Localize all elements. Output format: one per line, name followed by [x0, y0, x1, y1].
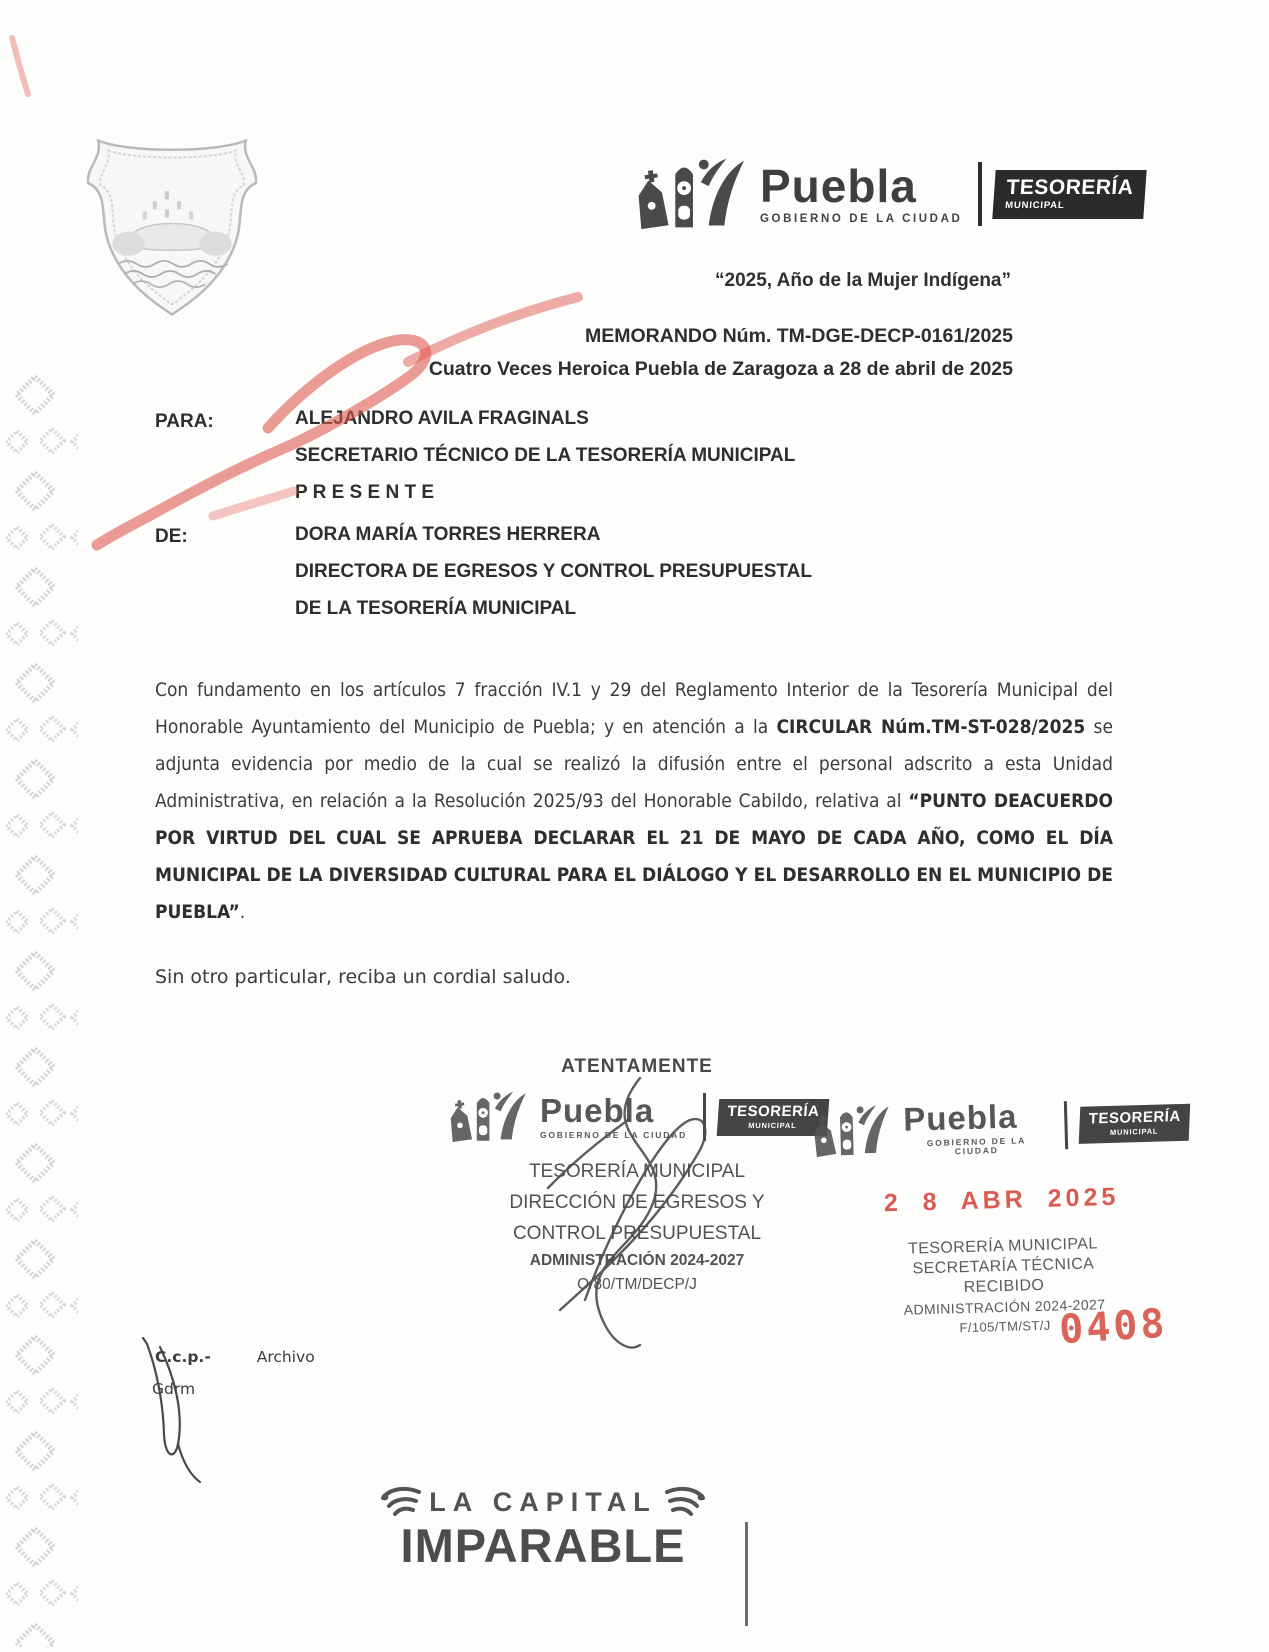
puebla-wordmark: Puebla	[539, 1092, 655, 1130]
tesoreria-label: TESORERÍA	[1006, 175, 1135, 199]
gobierno-subtitle: GOBIERNO DE LA CIUDAD	[760, 212, 963, 225]
ccp-value: Archivo	[256, 1348, 315, 1366]
folio-number-stamp: 0408	[1057, 1300, 1169, 1354]
year-tagline: “2025, Año de la Mujer Indígena”	[715, 270, 1011, 291]
right-stamp-line3: RECIBIDO	[963, 1276, 1045, 1297]
left-stamp-line2: DIRECCIÓN DE EGRESOS Y	[509, 1192, 765, 1213]
left-stamp-line3: CONTROL PRESUPUESTAL	[512, 1223, 762, 1244]
tesoreria-box	[1079, 1103, 1191, 1143]
puebla-wordmark: Puebla	[902, 1097, 1018, 1138]
capital-top-text: LA CAPITAL	[429, 1486, 657, 1517]
salutation: ATENTAMENTE	[561, 1056, 713, 1077]
body-text: Con fundamento en los artículos 7 fracción IV.1 y 29 del Reglamento Interior de la Tesorería Municipal del Honorable Ayuntamiento del Municipio de Puebla; y en atención a la	[155, 679, 1113, 738]
gobierno-subtitle: GOBIERNO DE LA CIUDAD	[539, 1130, 688, 1141]
ccp-line	[155, 1348, 315, 1366]
right-stamp-line1: TESORERÍA MUNICIPAL	[907, 1235, 1098, 1258]
left-stamp-logo	[438, 1084, 836, 1150]
puebla-coat-of-arms-watermark	[76, 126, 268, 324]
right-stamp-logo	[809, 1089, 1191, 1166]
ccp-label: C.c.p.-	[155, 1348, 211, 1366]
recipient-block	[295, 400, 795, 511]
received-date-stamp: 2 8 ABR 2025	[883, 1182, 1120, 1218]
talavera-border-pattern	[0, 372, 86, 1647]
gobierno-subtitle: GOBIERNO DE LA CIUDAD	[926, 1135, 1027, 1156]
municipal-label: MUNICIPAL	[747, 1120, 797, 1130]
stamp-divider-line	[745, 1522, 748, 1626]
puebla-skyline-icon	[446, 1084, 530, 1150]
resolution-quote: “PUNTO DEACUERDO POR VIRTUD DEL CUAL SE APRUEBA DECLARAR EL 21 DE MAYO DE CADA AÑO, COMO EL DÍA MUNICIPAL DE LA DIVERSIDAD CULTURAL PARA EL DIÁLOGO Y EL DESARROLLO EN EL MUNICIPIO DE PUEBLA”	[155, 790, 1113, 923]
right-stamp-admin: ADMINISTRACIÓN 2024-2027	[903, 1296, 1106, 1318]
sender-name: DORA MARÍA TORRES HERRERA	[295, 524, 601, 545]
sender-block	[295, 516, 812, 627]
left-stamp-code: O/80/TM/DECP/J	[577, 1276, 697, 1293]
header-logo	[632, 148, 1145, 240]
puebla-wordmark: Puebla	[760, 159, 917, 212]
sender-title1: DIRECTORA DE EGRESOS Y CONTROL PRESUPUESTAL	[295, 561, 812, 582]
sender-title2: DE LA TESORERÍA MUNICIPAL	[295, 598, 577, 619]
la-capital-imparable-stamp	[368, 1484, 718, 1573]
tesoreria-label: TESORERÍA	[1088, 1107, 1182, 1128]
logo-divider	[978, 162, 982, 226]
memo-number: MEMORANDO Núm. TM-DGE-DECP-0161/2025	[585, 325, 1013, 347]
recipient-present: P R E S E N T E	[295, 482, 435, 503]
received-stamp	[809, 1089, 1196, 1354]
right-stamp-line2: SECRETARÍA TÉCNICA	[912, 1255, 1095, 1278]
left-stamp-admin: ADMINISTRACIÓN 2024-2027	[529, 1252, 745, 1269]
puebla-skyline-icon	[632, 148, 750, 240]
body-text: se adjunta evidencia por medio de la cual se realizó la difusión entre el personal adscrito a esta Unidad Administrativa, en relación a la Resolución 2025/93 del Honorable Cabildo, relativa al	[155, 716, 1113, 812]
municipal-label: MUNICIPAL	[1109, 1126, 1159, 1137]
de-label: DE:	[155, 526, 188, 547]
puebla-skyline-icon	[809, 1097, 895, 1165]
wing-icon	[379, 1484, 423, 1520]
recipient-name: ALEJANDRO AVILA FRAGINALS	[295, 408, 589, 429]
right-stamp-code: F/105/TM/ST/J	[959, 1317, 1051, 1336]
municipal-label: MUNICIPAL	[1005, 199, 1066, 211]
circular-reference: CIRCULAR Núm.TM-ST-028/2025	[776, 716, 1086, 738]
closing-line: Sin otro particular, reciba un cordial saludo.	[155, 966, 571, 988]
memo-heading	[0, 320, 1013, 386]
tesoreria-box	[993, 170, 1147, 219]
body-text: .	[239, 901, 246, 923]
body-paragraph	[155, 672, 1113, 931]
left-office-stamp	[438, 1056, 836, 1294]
memo-dateline: Cuatro Veces Heroica Puebla de Zaragoza a 28 de abril de 2025	[428, 358, 1013, 380]
tesoreria-label: TESORERÍA	[726, 1102, 821, 1120]
para-label: PARA:	[155, 411, 214, 432]
wing-icon	[663, 1484, 707, 1520]
recipient-title: SECRETARIO TÉCNICO DE LA TESORERÍA MUNICIPAL	[295, 445, 796, 466]
left-stamp-line1: TESORERÍA MUNICIPAL	[528, 1161, 746, 1182]
capital-bottom-text: IMPARABLE	[400, 1519, 686, 1572]
typist-initials: Gdrm	[152, 1380, 196, 1398]
logo-divider	[703, 1093, 706, 1141]
logo-divider	[1064, 1101, 1068, 1149]
